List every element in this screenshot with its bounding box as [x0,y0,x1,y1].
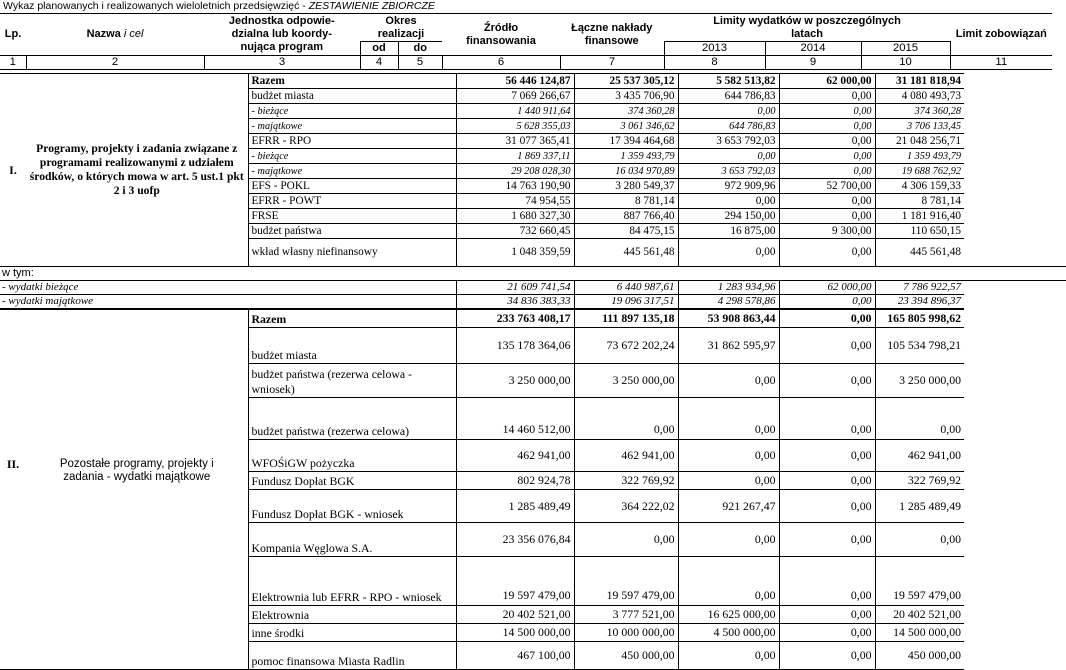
value-cell: 887 766,40 [574,209,678,224]
value-cell: 74 954,55 [456,194,574,209]
col-num: 2 [26,56,204,70]
col-num: 4 [360,56,398,70]
value-cell: 3 250 000,00 [875,364,964,398]
value-cell: 3 250 000,00 [574,364,678,398]
value-cell: 0,00 [678,398,779,440]
source-cell: - majątkowe [248,164,456,179]
source-cell: - majątkowe [248,119,456,134]
value-cell: 0,00 [779,624,875,642]
value-cell: 921 267,47 [678,490,779,523]
summary-value: 34 836 383,33 [456,295,574,309]
value-cell: 0,00 [875,523,964,557]
value-cell: 374 360,28 [574,104,678,119]
value-cell: 462 941,00 [456,440,574,472]
header-jednostka: Jednostka odpowie-dzialna lub koordy-nująca program [204,14,360,56]
value-cell: 165 805 998,62 [875,310,964,328]
value-cell: 29 208 028,30 [456,164,574,179]
value-cell: 0,00 [779,606,875,624]
value-cell: 364 222,02 [574,490,678,523]
value-cell: 52 700,00 [779,179,875,194]
source-cell: Razem [248,74,456,89]
value-cell: 53 908 863,44 [678,310,779,328]
value-cell: 644 786,83 [678,119,779,134]
value-cell: 8 781,14 [574,194,678,209]
value-cell: 9 300,00 [779,224,875,239]
value-cell: 0,00 [779,642,875,670]
value-cell: 0,00 [779,523,875,557]
source-cell: Fundusz Dopłat BGK [248,472,456,490]
header-okres: Okres realizacji [360,14,442,42]
value-cell: 0,00 [678,239,779,267]
value-cell: 0,00 [678,364,779,398]
value-cell: 3 706 133,45 [875,119,964,134]
value-cell: 732 660,45 [456,224,574,239]
source-cell: budżet miasta [248,328,456,364]
summary-value: 19 096 317,51 [574,295,678,309]
value-cell: 3 280 549,37 [574,179,678,194]
summary-row [0,281,1066,295]
value-cell: 0,00 [779,164,875,179]
header-table [0,13,1052,70]
value-cell: 105 534 798,21 [875,328,964,364]
value-cell: 1 181 916,40 [875,209,964,224]
value-cell: 0,00 [678,194,779,209]
value-cell: 0,00 [779,310,875,328]
value-cell: 5 582 513,82 [678,74,779,89]
header-nazwa: Nazwa i cel [26,14,204,56]
header-lp: Lp. [0,14,26,56]
value-cell: 0,00 [875,398,964,440]
section-name: Pozostałe programy, projekty i zadania - wydatki majątkowe [26,310,248,670]
value-cell: 62 000,00 [779,74,875,89]
value-cell: 56 446 124,87 [456,74,574,89]
col-num: 7 [560,56,664,70]
value-cell: 0,00 [779,364,875,398]
summary-label: - wydatki majątkowe [0,295,456,309]
value-cell: 0,00 [678,149,779,164]
section-one-table [0,73,1066,309]
value-cell: 1 869 337,11 [456,149,574,164]
value-cell: 462 941,00 [875,440,964,472]
title-emphasis: ZESTAWIENIE ZBIORCZE [308,0,435,12]
value-cell: 7 069 266,67 [456,89,574,104]
source-cell: WFOŚiGW pożyczka [248,440,456,472]
value-cell: 1 680 327,30 [456,209,574,224]
source-cell: - bieżące [248,149,456,164]
section-two-table [0,309,1066,670]
value-cell: 3 777 521,00 [574,606,678,624]
summary-value: 1 283 934,96 [678,281,779,295]
col-num: 9 [765,56,861,70]
source-cell: - bieżące [248,104,456,119]
value-cell: 20 402 521,00 [875,606,964,624]
summary-value: 7 786 922,57 [875,281,964,295]
value-cell: 0,00 [779,472,875,490]
section-number: I. [0,74,26,267]
source-cell: budżet państwa [248,224,456,239]
value-cell: 233 763 408,17 [456,310,574,328]
document-title [3,0,435,13]
value-cell: 462 941,00 [574,440,678,472]
col-num: 10 [861,56,950,70]
col-num: 5 [398,56,442,70]
value-cell: 802 924,78 [456,472,574,490]
value-cell: 17 394 464,68 [574,134,678,149]
value-cell: 1 359 493,79 [574,149,678,164]
value-cell: 0,00 [779,209,875,224]
source-cell: FRSE [248,209,456,224]
value-cell: 644 786,83 [678,89,779,104]
value-cell: 10 000 000,00 [574,624,678,642]
value-cell: 0,00 [779,490,875,523]
value-cell: 1 285 489,49 [875,490,964,523]
source-cell: EFRR - POWT [248,194,456,209]
source-cell: Kompania Węglowa S.A. [248,523,456,557]
title-prefix: Wykaz planowanych i realizowanych wieloletnich przedsięwzięć - [3,0,309,12]
wtym-label: w tym: [0,267,1066,281]
value-cell: 16 625 000,00 [678,606,779,624]
column-numbers-row [0,56,1052,70]
source-cell: inne środki [248,624,456,642]
value-cell: 0,00 [678,440,779,472]
value-cell: 23 356 076,84 [456,523,574,557]
value-cell: 1 440 911,64 [456,104,574,119]
value-cell: 0,00 [779,104,875,119]
value-cell: 0,00 [779,89,875,104]
value-cell: 19 688 762,92 [875,164,964,179]
header-zrodlo: Źródło finansowania [442,14,560,56]
source-cell: pomoc finansowa Miasta Radlin [248,642,456,670]
section-number: II. [0,310,26,670]
table-row [0,74,1066,89]
source-cell: Fundusz Dopłat BGK - wniosek [248,490,456,523]
value-cell: 19 597 479,00 [574,557,678,606]
value-cell: 0,00 [779,328,875,364]
value-cell: 4 080 493,73 [875,89,964,104]
value-cell: 1 048 359,59 [456,239,574,267]
value-cell: 0,00 [678,557,779,606]
value-cell: 0,00 [678,642,779,670]
value-cell: 322 769,92 [875,472,964,490]
value-cell: 16 875,00 [678,224,779,239]
value-cell: 0,00 [779,194,875,209]
summary-value: 23 394 896,37 [875,295,964,309]
value-cell: 31 077 365,41 [456,134,574,149]
header-limit-zobowiazan: Limit zobowiązań [950,14,1052,56]
source-cell: EFS - POKL [248,179,456,194]
value-cell: 0,00 [678,472,779,490]
section-name: Programy, projekty i zadania związane z programami realizowanymi z udziałem środków, o których mowa w art. 5 ust.1 pkt 2 i 3 uofp [26,74,248,267]
value-cell: 445 561,48 [875,239,964,267]
value-cell: 467 100,00 [456,642,574,670]
source-cell: budżet miasta [248,89,456,104]
value-cell: 445 561,48 [574,239,678,267]
value-cell: 135 178 364,06 [456,328,574,364]
value-cell: 4 500 000,00 [678,624,779,642]
col-num: 3 [204,56,360,70]
value-cell: 3 653 792,03 [678,134,779,149]
col-num: 11 [950,56,1052,70]
source-cell: budżet państwa (rezerwa celowa - wniosek) [248,364,456,398]
value-cell: 450 000,00 [574,642,678,670]
value-cell: 0,00 [779,134,875,149]
value-cell: 374 360,28 [875,104,964,119]
value-cell: 31 181 818,94 [875,74,964,89]
value-cell: 0,00 [779,119,875,134]
value-cell: 294 150,00 [678,209,779,224]
summary-value: 21 609 741,54 [456,281,574,295]
summary-row [0,295,1066,309]
value-cell: 14 763 190,90 [456,179,574,194]
summary-label: - wydatki bieżące [0,281,456,295]
value-cell: 0,00 [678,104,779,119]
source-cell: EFRR - RPO [248,134,456,149]
value-cell: 0,00 [574,523,678,557]
value-cell: 0,00 [779,239,875,267]
source-cell: wkład własny niefinansowy [248,239,456,267]
value-cell: 4 306 159,33 [875,179,964,194]
value-cell: 450 000,00 [875,642,964,670]
summary-value: 62 000,00 [779,281,875,295]
source-cell: budżet państwa (rezerwa celowa) [248,398,456,440]
col-num: 1 [0,56,26,70]
header-do: do [398,42,442,56]
header-od: od [360,42,398,56]
value-cell: 111 897 135,18 [574,310,678,328]
source-cell: Elektrownia [248,606,456,624]
value-cell: 19 597 479,00 [875,557,964,606]
header-limity: Limity wydatków w poszczególnych latach [664,14,950,42]
header-year-2014: 2014 [765,42,861,56]
value-cell: 21 048 256,71 [875,134,964,149]
value-cell: 3 061 346,62 [574,119,678,134]
value-cell: 25 537 305,12 [574,74,678,89]
value-cell: 16 034 970,89 [574,164,678,179]
value-cell: 3 435 706,90 [574,89,678,104]
value-cell: 84 475,15 [574,224,678,239]
value-cell: 0,00 [779,398,875,440]
wtym-row [0,267,1066,281]
value-cell: 5 628 355,03 [456,119,574,134]
header-year-2013: 2013 [664,42,765,56]
value-cell: 1 359 493,79 [875,149,964,164]
table-row [0,310,1066,328]
value-cell: 14 500 000,00 [875,624,964,642]
value-cell: 20 402 521,00 [456,606,574,624]
source-cell: Elektrownia lub EFRR - RPO - wniosek [248,557,456,606]
value-cell: 0,00 [779,440,875,472]
value-cell: 0,00 [779,149,875,164]
summary-value: 6 440 987,61 [574,281,678,295]
value-cell: 0,00 [678,523,779,557]
summary-value: 4 298 578,86 [678,295,779,309]
value-cell: 8 781,14 [875,194,964,209]
value-cell: 972 909,96 [678,179,779,194]
value-cell: 110 650,15 [875,224,964,239]
value-cell: 0,00 [779,557,875,606]
summary-value: 0,00 [779,295,875,309]
header-naklady: Łączne nakłady finansowe [560,14,664,56]
value-cell: 3 250 000,00 [456,364,574,398]
value-cell: 14 460 512,00 [456,398,574,440]
value-cell: 73 672 202,24 [574,328,678,364]
value-cell: 31 862 595,97 [678,328,779,364]
value-cell: 19 597 479,00 [456,557,574,606]
value-cell: 1 285 489,49 [456,490,574,523]
value-cell: 3 653 792,03 [678,164,779,179]
col-num: 6 [442,56,560,70]
value-cell: 0,00 [574,398,678,440]
source-cell: Razem [248,310,456,328]
value-cell: 322 769,92 [574,472,678,490]
col-num: 8 [664,56,765,70]
header-year-2015: 2015 [861,42,950,56]
value-cell: 14 500 000,00 [456,624,574,642]
